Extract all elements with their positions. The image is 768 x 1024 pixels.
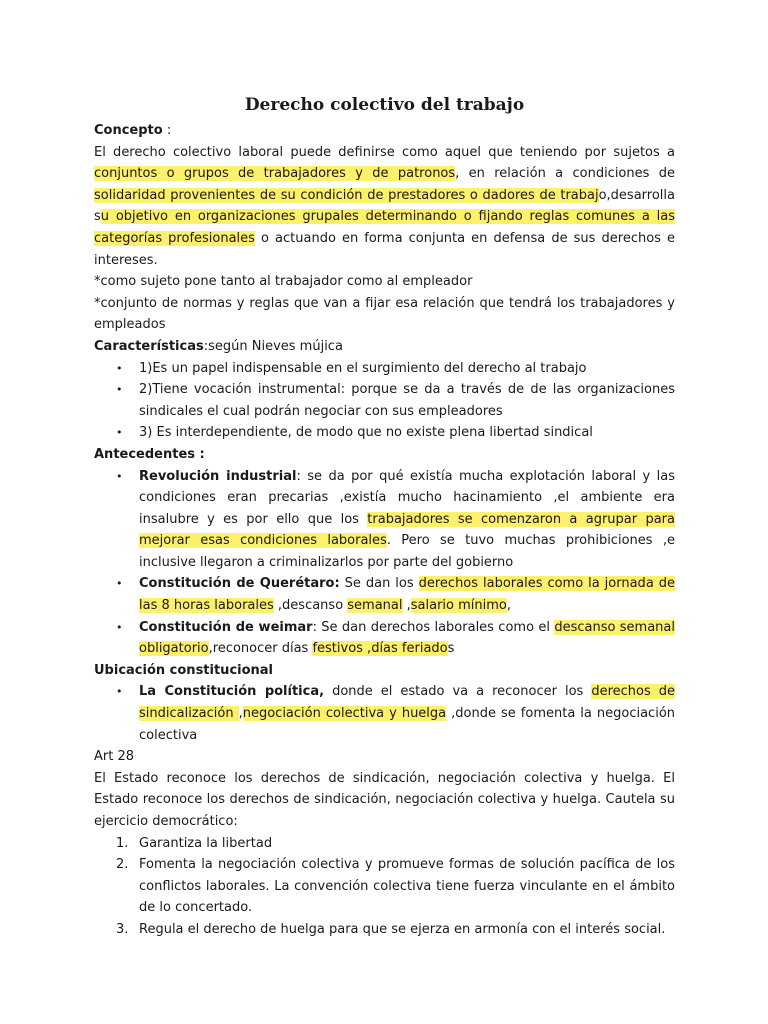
text-run: , <box>402 598 411 614</box>
item-text: Regula el derecho de huelga para que se ejerza en armonía con el interés social. <box>139 921 666 937</box>
text-run: s <box>447 641 455 657</box>
caracteristicas-list <box>94 358 675 444</box>
antecedentes-heading: Antecedentes : <box>94 446 205 462</box>
document-page <box>94 93 675 941</box>
caracteristicas-heading <box>94 336 675 358</box>
text-run: : Se dan derechos laborales como el <box>312 619 555 635</box>
text-run: El derecho colectivo laboral puede definirse como aquel que teniendo por sujetos a <box>94 144 675 160</box>
highlight: semanal <box>347 598 403 614</box>
text-run: ,reconocer días <box>208 641 313 657</box>
list-item-weimar <box>94 617 675 660</box>
text-run: donde el estado va a reconocer los <box>324 684 592 700</box>
art-list <box>94 833 675 941</box>
list-item-constitucion <box>94 681 675 746</box>
item-text: Fomenta la negociación colectiva y promueve formas de solución pacífica de los conflictos laborales. La convención colectiva tiene fuerza vinculante en el ámbito de lo concertado. <box>139 857 675 916</box>
list-item <box>94 854 675 919</box>
highlight: u objetivo en organizaciones grupales determinando o fijando reglas comunes a las categorías profesionales <box>94 209 675 246</box>
caracteristicas-source: :según Nieves mújica <box>203 338 343 354</box>
list-item-revolucion <box>94 466 675 574</box>
text-run: . Pero se tuvo muchas prohibiciones ,e inclusive llegaron a criminalizarlos por parte del gobierno <box>139 533 675 570</box>
highlight: conjuntos o grupos de trabajadores y de patronos <box>94 166 456 182</box>
concepto-paragraph <box>94 142 675 272</box>
highlight: festivos ,días feriado <box>312 641 448 657</box>
concepto-label-suffix: : <box>162 123 172 138</box>
ubicacion-heading: Ubicación constitucional <box>94 662 274 678</box>
text-run: , <box>506 598 512 614</box>
concepto-note-1: *como sujeto pone tanto al trabajador como al empleador <box>94 274 473 290</box>
text-run: ,donde se fomenta la negociación colectiva <box>139 706 676 743</box>
text-run: , <box>238 706 243 722</box>
concepto-note-2: *conjunto de normas y reglas que van a fijar esa relación que tendrá los trabajadores y empleados <box>94 295 675 333</box>
text-run: Se dan los <box>339 576 419 592</box>
text-run: o,desarrolla s <box>94 187 675 225</box>
highlight: salario mínimo <box>410 598 507 614</box>
highlight: derechos de sindicalización <box>139 684 675 722</box>
list-item-queretaro <box>94 573 675 616</box>
antecedentes-list <box>94 466 675 660</box>
item-bold-lead: Constitución de Querétaro: <box>139 576 340 592</box>
concepto-label: Concepto <box>94 123 163 138</box>
item-text: Garantiza la libertad <box>139 835 273 851</box>
list-item <box>94 919 675 941</box>
highlight: descanso semanal obligatorio <box>139 619 675 657</box>
caracteristicas-label: Características <box>94 338 204 354</box>
item-number: 1. <box>116 835 129 851</box>
highlight: trabajadores se comenzaron a agrupar para mejorar esas condiciones laborales <box>139 511 675 549</box>
art-heading: Art 28 <box>94 749 135 765</box>
ubicacion-list <box>94 681 675 746</box>
text-run: , en relación a condiciones de <box>455 166 675 182</box>
text-run: ,descanso <box>273 598 348 614</box>
art-paragraph: El Estado reconoce los derechos de sindicación, negociación colectiva y huelga. El Estado reconoce los derechos de sindicación, negociación colectiva y huelga. Cautela su ejercicio democrático: <box>94 770 675 829</box>
text-run: o actuando en forma conjunta en defensa de sus derechos e intereses. <box>94 230 675 268</box>
text-run: : se da por qué existía mucha explotación laboral y las condiciones eran precarias ,existía mucho hacinamiento ,el ambiente era insalubre y es por ello que los <box>139 468 675 527</box>
item-bold-lead: La Constitución política, <box>139 684 325 700</box>
highlight: derechos laborales como la jornada de las 8 horas laborales <box>139 576 675 614</box>
concepto-heading <box>94 120 675 142</box>
list-item: • 3) Es interdependiente, de modo que no existe plena libertad sindical <box>94 422 675 444</box>
highlight: solidaridad provenientes de su condición de prestadores o dadores de trabaj <box>94 187 599 203</box>
item-number: 3. <box>116 921 129 937</box>
list-item: • 2)Tiene vocación instrumental: porque se da a través de de las organizaciones sindicales el cual podrán negociar con sus empleadores <box>94 379 675 422</box>
list-item <box>94 833 675 855</box>
item-bold-lead: Revolución industrial <box>139 468 297 484</box>
highlight: negociación colectiva y huelga <box>242 706 447 722</box>
document-title: Derecho colectivo del trabajo <box>244 95 525 115</box>
list-item: • 1)Es un papel indispensable en el surgimiento del derecho al trabajo <box>94 358 675 380</box>
item-number: 2. <box>116 857 129 873</box>
item-bold-lead: Constitución de weimar <box>139 619 313 635</box>
